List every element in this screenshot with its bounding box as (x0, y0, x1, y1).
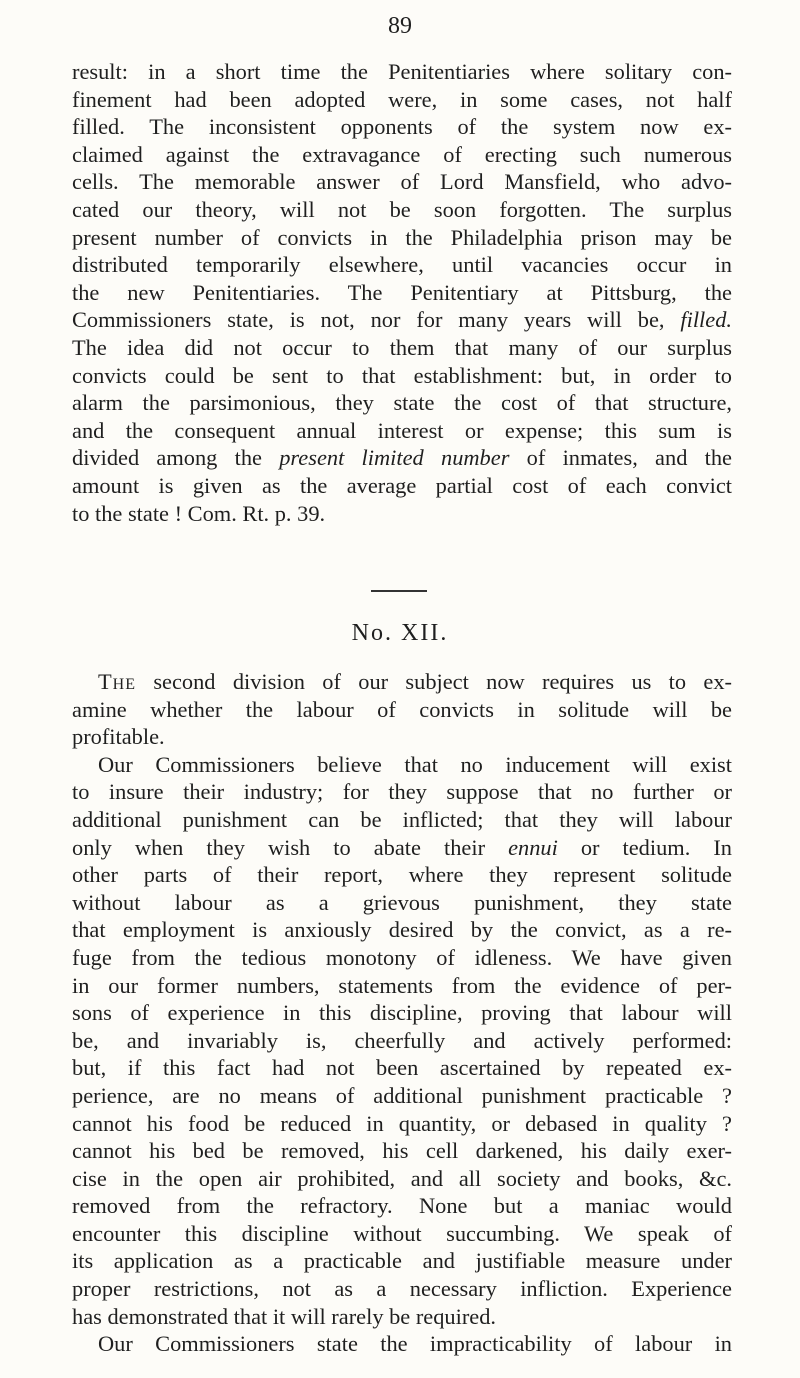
text-run: of inmates, and the (509, 445, 732, 471)
text-line: convicts could be sent to that establishment: but, in order to (72, 362, 732, 388)
text-line: alarm the parsimonious, they state the cost of that structure, (72, 390, 732, 416)
text-run: Commissioners state, is not, nor for many years will be, (72, 307, 681, 333)
text-line: cannot his food be reduced in quantity, or debased in quality ? (72, 1110, 732, 1136)
text-line: cise in the open air prohibited, and all society and books, &c. (72, 1165, 732, 1191)
text-line: removed from the refractory. None but a maniac would (72, 1193, 732, 1219)
text-line: sons of experience in this discipline, proving that labour will (72, 1000, 732, 1026)
text-line: cated our theory, will not be soon forgotten. The surplus (72, 196, 732, 222)
text-line: profitable. (72, 724, 165, 750)
text-line: proper restrictions, not as a necessary infliction. Experience (72, 1276, 732, 1302)
text-line: encounter this discipline without succumbing. We speak of (72, 1220, 732, 1246)
text-line: the new Penitentiaries. The Penitentiary at Pittsburg, the (72, 279, 732, 305)
text-line: claimed against the extravagance of erecting such numerous (72, 141, 732, 167)
text-line: be, and invariably is, cheerfully and actively performed: (72, 1027, 732, 1053)
text-line (72, 834, 732, 862)
text-line (72, 306, 732, 334)
text-line: amount is given as the average partial cost of each convict (72, 472, 732, 498)
text-run: divided among the (72, 445, 280, 471)
text-run: or tedium. In (557, 834, 732, 860)
section-body (72, 668, 732, 1358)
text-run: second division of our subject now requires us to ex- (136, 669, 732, 694)
text-line: fuge from the tedious monotony of idleness. We have given (72, 944, 732, 970)
text-line: that employment is anxiously desired by the convict, as a re- (72, 917, 732, 943)
text-line: amine whether the labour of convicts in solitude will be (72, 696, 732, 722)
text-line: finement had been adopted were, in some cases, not half (72, 86, 732, 112)
text-line (72, 444, 732, 472)
text-line: present number of convicts in the Philadelphia prison may be (72, 224, 732, 250)
text-line: in our former numbers, statements from the evidence of per- (72, 972, 732, 998)
page-number: 89 (388, 13, 412, 39)
text-line: cells. The memorable answer of Lord Mansfield, who advo- (72, 169, 732, 195)
italic-phrase: present limited number (279, 445, 510, 471)
small-caps-word: The (98, 669, 137, 694)
text-line: Our Commissioners state the impracticability of labour in (98, 1331, 732, 1357)
text-line: The idea did not occur to them that many of our surplus (72, 334, 732, 360)
text-line: has demonstrated that it will rarely be required. (72, 1303, 497, 1329)
text-line: other parts of their report, where they represent solitude (72, 862, 732, 888)
text-line: its application as a practicable and justifiable measure under (72, 1248, 732, 1274)
text-run: only when they wish to abate their (72, 834, 509, 860)
text-line: to the state ! Com. Rt. p. 39. (72, 500, 326, 526)
text-line: without labour as a grievous punishment, they state (72, 889, 732, 915)
italic-word: ennui (508, 834, 558, 860)
italic-word: filled. (680, 307, 732, 333)
text-line: cannot his bed be removed, his cell darkened, his daily exer- (72, 1138, 732, 1164)
text-line: result: in a short time the Penitentiaries where solitary con- (72, 59, 732, 84)
section-heading: No. XII. (351, 620, 449, 646)
text-line: to insure their industry; for they suppose that no further or (72, 779, 732, 805)
text-line: but, if this fact had not been ascertained by repeated ex- (72, 1055, 732, 1081)
text-line: filled. The inconsistent opponents of the system now ex- (72, 114, 732, 140)
text-line: additional punishment can be inflicted; that they will labour (72, 806, 732, 832)
text-line: distributed temporarily elsewhere, until vacancies occur in (72, 252, 732, 278)
paragraph-continuation (72, 58, 732, 527)
text-line: and the consequent annual interest or expense; this sum is (72, 417, 732, 443)
text-line: Our Commissioners believe that no inducement will exist (98, 751, 732, 777)
text-line (72, 668, 732, 696)
section-divider (371, 590, 427, 592)
text-line: perience, are no means of additional punishment practicable ? (72, 1082, 732, 1108)
